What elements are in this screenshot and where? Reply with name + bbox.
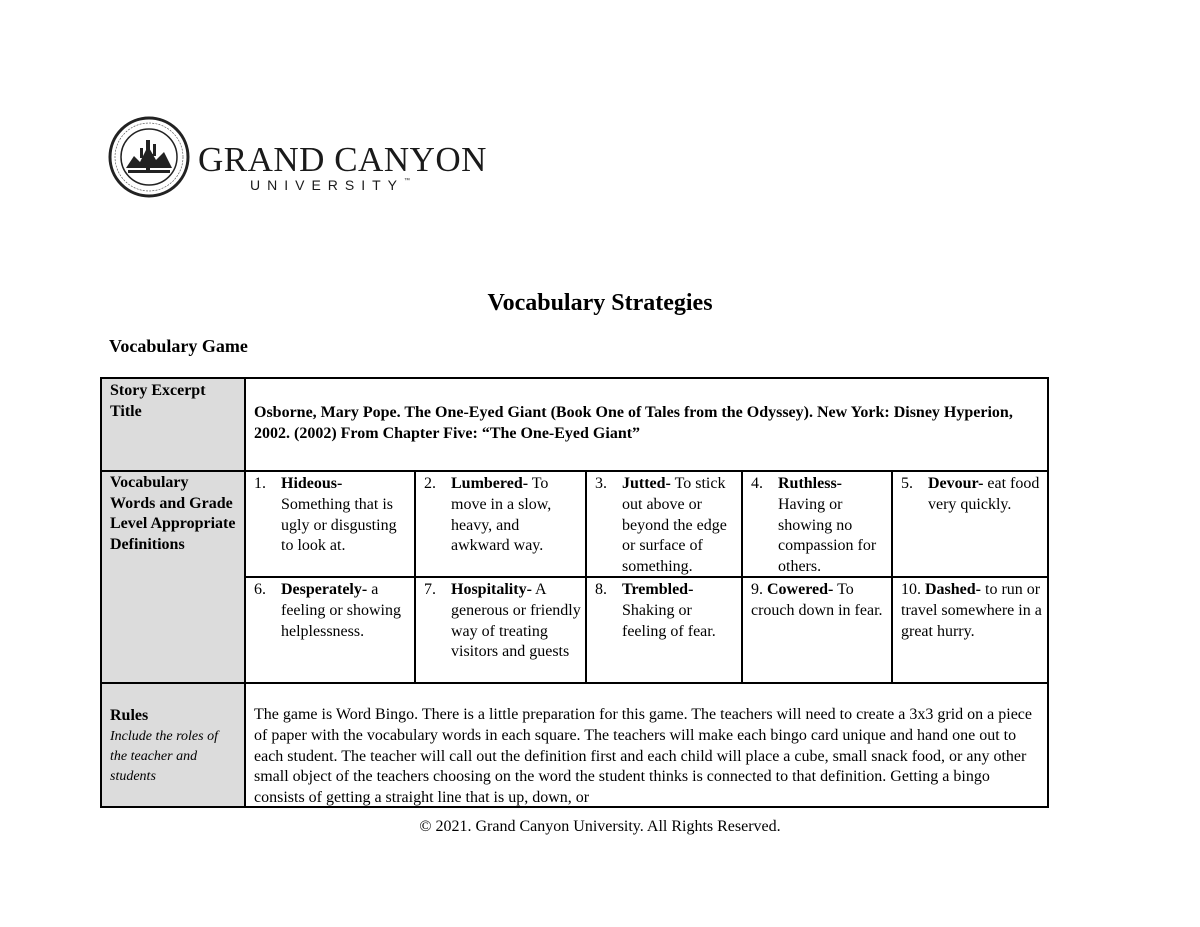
rules-text: The game is Word Bingo. There is a little preparation for this game. The teachers will need to create a 3x3 grid on a piece of paper with the vocabulary words in each square. The teachers will make each bingo card unique and hand one out to each student. The teacher will call out the definition first and each child will place a cube, small snack food, or any other small object of the teachers choosing on the word the student thinks is connected to that definition. Getting a bingo consists of getting a straight line that is up, down, or [254,706,1032,807]
vocab-grid [246,472,1047,682]
rules-label-text: Rules [110,707,149,724]
vocab-word-10 [893,578,1047,682]
word-number: 4. [751,475,763,492]
word-term: Desperately- [281,581,368,598]
word-definition: To move in a slow, heavy, and awkward way. [451,475,552,555]
word-number: 9. [751,581,763,598]
word-definition: to run or travel somewhere in a great hurry. [901,581,1042,640]
word-definition: Something that is ugly or disgusting to look at. [281,495,397,555]
brand-subtitle [250,178,410,192]
story-excerpt-label-text: Story Excerpt Title [110,382,206,420]
vocab-word-2 [416,472,585,576]
word-definition: a feeling or showing helplessness. [281,581,401,640]
vocab-word-7 [416,578,585,682]
word-definition: Having or showing no compassion for others. [778,495,877,576]
vocabulary-label [102,472,246,682]
vocab-word-3 [587,472,741,576]
word-definition: eat food very quickly. [928,475,1040,513]
word-term: Hospitality- [451,581,532,598]
word-definition: Shaking or feeling of fear. [622,601,716,640]
word-definition: To stick out above or beyond the edge or surface of something. [622,475,727,576]
rules-row [102,684,1047,806]
word-number: 10. [901,581,921,598]
word-number: 3. [595,475,607,492]
word-term: Trembled- [622,581,694,598]
brand-sub-text: UNIVERSITY [250,177,405,193]
vocab-word-9 [743,578,891,682]
vocabulary-row [102,472,1047,684]
word-term: Ruthless- [778,475,843,492]
word-term: Lumbered- [451,475,529,492]
vocab-word-5 [893,472,1047,576]
story-excerpt-label [102,379,246,470]
vocab-word-4 [743,472,891,576]
page-title: Vocabulary Strategies [487,290,713,316]
word-number: 6. [254,581,266,598]
word-term: Hideous- [281,475,343,492]
gcu-logo [108,116,488,202]
vocab-word-8 [587,578,741,682]
brand-name: GRAND CANYON [198,140,487,179]
word-number: 1. [254,475,266,492]
copyright-footer: © 2021. Grand Canyon University. All Rights Reserved. [419,818,781,835]
trademark-mark: ™ [404,178,411,184]
vocab-word-6 [246,578,414,682]
word-definition: To crouch down in fear. [751,581,883,619]
university-seal-icon [108,116,190,198]
story-excerpt-row [102,379,1047,472]
word-term: Dashed- [925,581,982,598]
word-number: 5. [901,475,913,492]
story-citation: Osborne, Mary Pope. The One-Eyed Giant (Book One of Tales from the Odyssey). New York: Disney Hyperion, 2002. (2002) From Chapter Five: “The One-Eyed Giant” [254,404,1013,442]
word-definition: A generous or friendly way of treating visitors and guests [451,581,581,661]
word-term: Cowered- [767,581,834,598]
word-number: 2. [424,475,436,492]
vocab-word-1 [246,472,414,576]
section-heading: Vocabulary Game [109,336,248,356]
word-term: Jutted- [622,475,671,492]
rules-label [102,684,246,806]
word-number: 7. [424,581,436,598]
word-term: Devour- [928,475,984,492]
vocabulary-label-text: Vocabulary Words and Grade Level Appropriate Definitions [110,474,236,553]
rules-sublabel: Include the roles of the teacher and students [110,728,218,784]
word-number: 8. [595,581,607,598]
vocabulary-table [100,377,1049,808]
